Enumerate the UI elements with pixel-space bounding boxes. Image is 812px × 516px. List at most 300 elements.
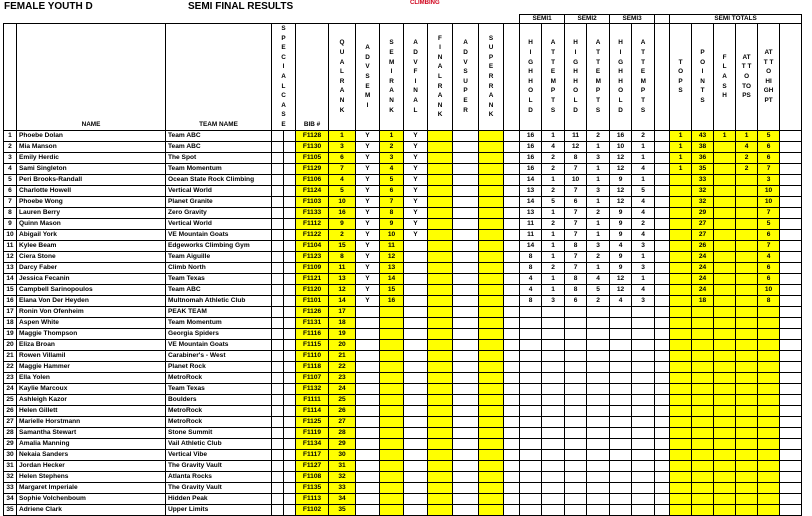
cell-as <box>356 427 380 438</box>
cell-s2a <box>587 427 610 438</box>
cell-sp2 <box>284 251 296 262</box>
cell-gap2 <box>655 295 670 306</box>
cell-sp2 <box>284 471 296 482</box>
cell-att: 2 <box>736 163 758 174</box>
cell-s1a: 3 <box>542 295 565 306</box>
cell-sr: 2 <box>380 141 404 152</box>
cell-s2a <box>587 449 610 460</box>
cell-hp <box>758 438 780 449</box>
qual-rank-label: QUAL RANK <box>339 39 345 114</box>
cell-gap2 <box>655 317 670 328</box>
cell-sp1 <box>272 460 284 471</box>
cell-s3h: 12 <box>610 196 632 207</box>
cell-name: Adriene Clark <box>17 504 166 515</box>
cell-gap2 <box>655 482 670 493</box>
cell-n: 6 <box>4 185 17 196</box>
cell-hp <box>758 394 780 405</box>
cell-hp <box>758 504 780 515</box>
cell-sr <box>380 471 404 482</box>
cell-tops <box>670 207 692 218</box>
cell-tops <box>670 482 692 493</box>
cell-fr <box>428 339 453 350</box>
cell-gap <box>504 328 520 339</box>
cell-fr <box>428 262 453 273</box>
cell-af: Y <box>404 152 428 163</box>
cell-s1h <box>520 350 542 361</box>
cell-s2a: 2 <box>587 251 610 262</box>
cell-fl <box>714 229 736 240</box>
semi3-attempts-header <box>632 24 655 131</box>
cell-name: Helen Gillett <box>17 405 166 416</box>
cell-sp2 <box>284 207 296 218</box>
cell-s2a <box>587 438 610 449</box>
cell-s3a <box>632 361 655 372</box>
cell-sr <box>380 361 404 372</box>
cell-s1h: 8 <box>520 295 542 306</box>
cell-q: 16 <box>329 207 356 218</box>
cell-s2a <box>587 306 610 317</box>
cell-su <box>479 174 504 185</box>
cell-name: Helen Stephens <box>17 471 166 482</box>
cell-end <box>780 207 802 218</box>
cell-end <box>780 504 802 515</box>
cell-s2a <box>587 405 610 416</box>
cell-gap2 <box>655 218 670 229</box>
cell-s3a: 4 <box>632 196 655 207</box>
cell-hp: 10 <box>758 196 780 207</box>
cell-s3a: 2 <box>632 218 655 229</box>
cell-end <box>780 416 802 427</box>
table-row <box>4 383 802 394</box>
semi1-high-hold-header <box>520 24 542 131</box>
cell-asu <box>453 405 479 416</box>
cell-s2a <box>587 394 610 405</box>
table-row <box>4 240 802 251</box>
cell-s2a: 5 <box>587 284 610 295</box>
cell-s3h <box>610 482 632 493</box>
cell-sp1 <box>272 339 284 350</box>
cell-s1h: 14 <box>520 174 542 185</box>
cell-s3a: 3 <box>632 295 655 306</box>
cell-s3h <box>610 372 632 383</box>
cell-asu <box>453 141 479 152</box>
cell-gap <box>504 174 520 185</box>
cell-s3h <box>610 416 632 427</box>
cell-tops <box>670 295 692 306</box>
cell-team: Team Momentum <box>166 163 272 174</box>
cell-q: 15 <box>329 240 356 251</box>
cell-s2h: 7 <box>565 163 587 174</box>
cell-s3a <box>632 339 655 350</box>
cell-team: Upper Limits <box>166 504 272 515</box>
cell-asu <box>453 394 479 405</box>
cell-end <box>780 218 802 229</box>
cell-tops <box>670 185 692 196</box>
cell-s3h: 4 <box>610 295 632 306</box>
cell-s1a: 4 <box>542 141 565 152</box>
cell-name: Eliza Broan <box>17 339 166 350</box>
cell-name: Maggie Thompson <box>17 328 166 339</box>
cell-s2a <box>587 416 610 427</box>
cell-gap2 <box>655 493 670 504</box>
cell-sr: 5 <box>380 174 404 185</box>
table-row <box>4 141 802 152</box>
cell-s2a: 3 <box>587 152 610 163</box>
cell-s2h <box>565 394 587 405</box>
cell-af <box>404 482 428 493</box>
cell-q: 25 <box>329 394 356 405</box>
cell-s3a: 1 <box>632 152 655 163</box>
cell-af <box>404 394 428 405</box>
cell-pts: 35 <box>692 163 714 174</box>
cell-hp: 6 <box>758 229 780 240</box>
cell-s1a: 1 <box>542 207 565 218</box>
cell-sr <box>380 394 404 405</box>
cell-sr: 4 <box>380 163 404 174</box>
cell-af: Y <box>404 207 428 218</box>
cell-q: 24 <box>329 383 356 394</box>
cell-team: Team ABC <box>166 130 272 141</box>
cell-s2a: 1 <box>587 163 610 174</box>
cell-s1a <box>542 416 565 427</box>
cell-att <box>736 306 758 317</box>
cell-tops <box>670 449 692 460</box>
cell-gap <box>504 438 520 449</box>
cell-af <box>404 449 428 460</box>
adv-semi-label: ADV SEMI <box>365 44 371 109</box>
cell-fl <box>714 317 736 328</box>
cell-su <box>479 416 504 427</box>
cell-name: Samantha Stewart <box>17 427 166 438</box>
cell-sp1 <box>272 361 284 372</box>
cell-end <box>780 185 802 196</box>
table-row <box>4 185 802 196</box>
cell-s2h <box>565 460 587 471</box>
cell-team: Boulders <box>166 394 272 405</box>
cell-pts <box>692 328 714 339</box>
cell-s2h: 10 <box>565 174 587 185</box>
cell-s1h: 11 <box>520 218 542 229</box>
cell-q: 33 <box>329 482 356 493</box>
cell-sp2 <box>284 295 296 306</box>
cell-sp1 <box>272 218 284 229</box>
cell-sr: 13 <box>380 262 404 273</box>
cell-gap2 <box>655 361 670 372</box>
cell-s2a: 3 <box>587 185 610 196</box>
cell-s1h: 8 <box>520 262 542 273</box>
cell-gap <box>504 185 520 196</box>
cell-team: Team Texas <box>166 383 272 394</box>
cell-s1a <box>542 328 565 339</box>
cell-s1h <box>520 438 542 449</box>
cell-sp1 <box>272 504 284 515</box>
cell-att <box>736 482 758 493</box>
cell-att <box>736 196 758 207</box>
cell-end <box>780 130 802 141</box>
cell-s3h: 9 <box>610 251 632 262</box>
cell-att <box>736 493 758 504</box>
cell-hp <box>758 460 780 471</box>
cell-fl <box>714 328 736 339</box>
cell-tops <box>670 262 692 273</box>
cell-q: 18 <box>329 317 356 328</box>
cell-pts: 43 <box>692 130 714 141</box>
cell-bib: F1121 <box>296 273 329 284</box>
cell-s3a <box>632 493 655 504</box>
cell-su <box>479 317 504 328</box>
cell-su <box>479 229 504 240</box>
table-row <box>4 295 802 306</box>
cell-af <box>404 251 428 262</box>
cell-n: 11 <box>4 240 17 251</box>
cell-bib: F1133 <box>296 207 329 218</box>
table-row <box>4 372 802 383</box>
cell-end <box>780 152 802 163</box>
cell-fl <box>714 482 736 493</box>
cell-s1h <box>520 394 542 405</box>
cell-fr <box>428 196 453 207</box>
cell-as: Y <box>356 207 380 218</box>
cell-gap2 <box>655 163 670 174</box>
cell-fr <box>428 218 453 229</box>
cell-asu <box>453 328 479 339</box>
cell-hp: 5 <box>758 130 780 141</box>
cell-af: Y <box>404 141 428 152</box>
cell-af: Y <box>404 130 428 141</box>
cell-sp1 <box>272 130 284 141</box>
cell-sp2 <box>284 482 296 493</box>
table-row <box>4 361 802 372</box>
table-row <box>4 130 802 141</box>
cell-gap2 <box>655 207 670 218</box>
cell-fl <box>714 218 736 229</box>
cell-as <box>356 317 380 328</box>
category-title: FEMALE YOUTH D <box>4 1 93 12</box>
cell-q: 3 <box>329 141 356 152</box>
cell-n: 16 <box>4 295 17 306</box>
cell-su <box>479 273 504 284</box>
cell-su <box>479 471 504 482</box>
cell-gap <box>504 229 520 240</box>
cell-s1a: 2 <box>542 218 565 229</box>
cell-s3h: 9 <box>610 174 632 185</box>
cell-af <box>404 460 428 471</box>
cell-att: 2 <box>736 152 758 163</box>
cell-s3h <box>610 438 632 449</box>
cell-s3a: 3 <box>632 262 655 273</box>
cell-sp1 <box>272 207 284 218</box>
cell-pts: 18 <box>692 295 714 306</box>
cell-s2a <box>587 493 610 504</box>
cell-bib: F1105 <box>296 152 329 163</box>
cell-gap2 <box>655 438 670 449</box>
cell-asu <box>453 372 479 383</box>
cell-s2h <box>565 449 587 460</box>
cell-s3a: 4 <box>632 229 655 240</box>
cell-s1h: 14 <box>520 240 542 251</box>
cell-hp <box>758 383 780 394</box>
cell-att <box>736 262 758 273</box>
cell-su <box>479 405 504 416</box>
cell-pts: 32 <box>692 185 714 196</box>
cell-pts: 24 <box>692 262 714 273</box>
cell-su <box>479 493 504 504</box>
cell-fr <box>428 240 453 251</box>
cell-su <box>479 185 504 196</box>
cell-af <box>404 284 428 295</box>
cell-s3a <box>632 372 655 383</box>
cell-team: Planet Granite <box>166 196 272 207</box>
cell-q: 9 <box>329 218 356 229</box>
cell-s1h <box>520 339 542 350</box>
cell-su <box>479 295 504 306</box>
cell-fr <box>428 284 453 295</box>
cell-name: Quinn Mason <box>17 218 166 229</box>
cell-end <box>780 196 802 207</box>
cell-end <box>780 284 802 295</box>
cell-asu <box>453 185 479 196</box>
cell-s3h <box>610 317 632 328</box>
cell-q: 34 <box>329 493 356 504</box>
cell-su <box>479 284 504 295</box>
cell-tops <box>670 438 692 449</box>
cell-fl <box>714 416 736 427</box>
cell-as: Y <box>356 251 380 262</box>
cell-tops <box>670 372 692 383</box>
cell-as: Y <box>356 185 380 196</box>
cell-as <box>356 394 380 405</box>
semi2-high-hold-header <box>565 24 587 131</box>
cell-n: 31 <box>4 460 17 471</box>
semi2-attempts-label: ATTEMPTS <box>595 39 601 114</box>
cell-pts <box>692 471 714 482</box>
cell-bib: F1132 <box>296 383 329 394</box>
cell-su <box>479 438 504 449</box>
cell-s2h: 8 <box>565 152 587 163</box>
cell-fl <box>714 152 736 163</box>
cell-q: 11 <box>329 262 356 273</box>
cell-gap <box>504 196 520 207</box>
cell-s2h <box>565 416 587 427</box>
cell-q: 14 <box>329 295 356 306</box>
cell-as: Y <box>356 174 380 185</box>
cell-s1a: 2 <box>542 152 565 163</box>
cell-gap2 <box>655 262 670 273</box>
cell-n: 34 <box>4 493 17 504</box>
cell-s3h <box>610 350 632 361</box>
cell-as: Y <box>356 284 380 295</box>
cell-asu <box>453 229 479 240</box>
cell-tops <box>670 229 692 240</box>
results-title: SEMI FINAL RESULTS <box>188 1 294 12</box>
cell-tops: 1 <box>670 152 692 163</box>
cell-n: 23 <box>4 372 17 383</box>
adv-super-label: ADV SUPER <box>463 39 468 114</box>
cell-af <box>404 328 428 339</box>
cell-sp2 <box>284 449 296 460</box>
cell-fr <box>428 229 453 240</box>
cell-name: Maggie Hammer <box>17 361 166 372</box>
cell-q: 21 <box>329 350 356 361</box>
cell-bib: F1124 <box>296 185 329 196</box>
cell-team: Vertical Vibe <box>166 449 272 460</box>
table-row <box>4 273 802 284</box>
cell-as <box>356 482 380 493</box>
cell-asu <box>453 273 479 284</box>
cell-s2a: 1 <box>587 141 610 152</box>
cell-s3a <box>632 482 655 493</box>
cell-fr <box>428 482 453 493</box>
cell-pts <box>692 317 714 328</box>
cell-gap <box>504 218 520 229</box>
cell-name: Nekaia Sanders <box>17 449 166 460</box>
cell-pts: 24 <box>692 273 714 284</box>
cell-su <box>479 251 504 262</box>
cell-pts <box>692 361 714 372</box>
cell-su <box>479 152 504 163</box>
cell-s1a: 5 <box>542 196 565 207</box>
cell-s3h: 12 <box>610 152 632 163</box>
cell-team: Team Aiguille <box>166 251 272 262</box>
cell-fr <box>428 383 453 394</box>
cell-fr <box>428 504 453 515</box>
cell-gap <box>504 405 520 416</box>
cell-sr <box>380 438 404 449</box>
cell-pts <box>692 383 714 394</box>
cell-fr <box>428 405 453 416</box>
cell-af <box>404 416 428 427</box>
special-case-header <box>272 24 296 131</box>
cell-gap <box>504 152 520 163</box>
cell-end <box>780 141 802 152</box>
cell-pts: 33 <box>692 174 714 185</box>
cell-af: Y <box>404 218 428 229</box>
cell-sr: 7 <box>380 196 404 207</box>
cell-hp <box>758 361 780 372</box>
cell-sr <box>380 449 404 460</box>
cell-asu <box>453 361 479 372</box>
cell-name: Mia Manson <box>17 141 166 152</box>
cell-fr <box>428 416 453 427</box>
column-header-row <box>4 24 802 131</box>
cell-gap <box>504 207 520 218</box>
cell-s3a <box>632 306 655 317</box>
cell-s2a <box>587 460 610 471</box>
cell-gap2 <box>655 273 670 284</box>
cell-end <box>780 383 802 394</box>
cell-gap2 <box>655 460 670 471</box>
cell-fl <box>714 504 736 515</box>
cell-as <box>356 372 380 383</box>
cell-tops <box>670 174 692 185</box>
cell-s3h: 12 <box>610 284 632 295</box>
cell-end <box>780 471 802 482</box>
cell-end <box>780 339 802 350</box>
cell-sp2 <box>284 504 296 515</box>
cell-fr <box>428 471 453 482</box>
cell-end <box>780 405 802 416</box>
cell-n: 7 <box>4 196 17 207</box>
cell-name: Campbell Sarinopoulos <box>17 284 166 295</box>
cell-s1h: 13 <box>520 185 542 196</box>
cell-name: Ronin Von Ofenheim <box>17 306 166 317</box>
cell-as: Y <box>356 130 380 141</box>
cell-fr <box>428 185 453 196</box>
cell-q: 29 <box>329 438 356 449</box>
table-row <box>4 229 802 240</box>
cell-af <box>404 493 428 504</box>
cell-att: 4 <box>736 141 758 152</box>
